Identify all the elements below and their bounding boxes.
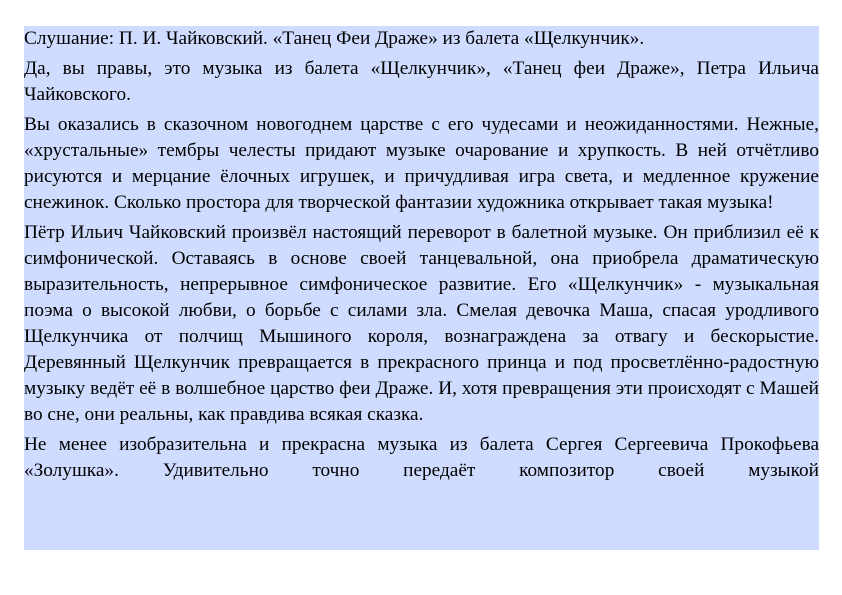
paragraph-answer: Да, вы правы, это музыка из балета «Щелкунчик», «Танец феи Драже», Петра Ильича Чайковского. — [24, 58, 819, 105]
text-block — [24, 26, 819, 550]
paragraph-fairy-kingdom: Вы оказались в сказочном новогоднем царстве с его чудесами и неожиданностями. Нежные, «хрустальные» тембры челесты придают музыке очарование и хрупкость. В ней отчётливо рисуются и мерцание ёлочных игрушек, и причудливая игра света, и медленное кружение снежинок. Сколько простора для творческой фантазии художника открывает такая музыка! — [24, 114, 819, 213]
paragraph-tchaikovsky-ballet: Пётр Ильич Чайковский произвёл настоящий переворот в балетной музыке. Он приблизил её к симфонической. Оставаясь в основе своей танцевальной, она приобрела драматическую выразительность, непрерывное симфоническое развитие. Его «Щелкунчик» - музыкальная поэма о высокой любви, о борьбе с силами зла. Смелая девочка Маша, спасая уродливого Щелкунчика от полчищ Мышиного короля, вознаграждена за отвагу и бескорыстие. Деревянный Щелкунчик превращается в прекрасного принца и под просветлённо-радостную музыку ведёт её в волшебное царство феи Драже. И, хотя превращения эти происходят с Машей во сне, они реальны, как правдива всякая сказка. — [24, 222, 819, 425]
paragraph-prokofiev-cinderella: Не менее изобразительна и прекрасна музыка из балета Сергея Сергеевича Прокофьева «Золушка». Удивительно точно передаёт композитор своей музыкой — [24, 434, 819, 481]
paragraph-listening-title: Слушание: П. И. Чайковский. «Танец Феи Драже» из балета «Щелкунчик». — [24, 28, 645, 49]
